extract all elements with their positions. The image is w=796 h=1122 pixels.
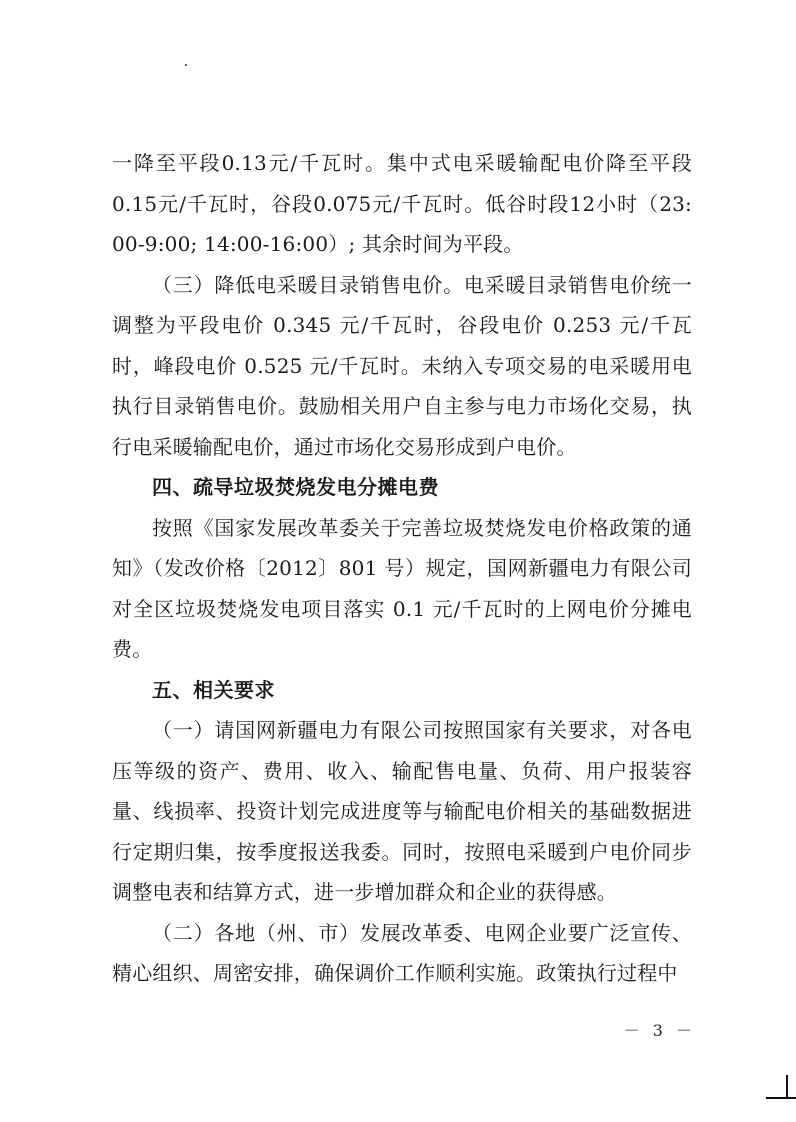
paragraph-requirement-1: （一）请国网新疆电力有限公司按照国家有关要求，对各电压等级的资产、费用、收入、输配售电量、负荷、用户报装容量、线损率、投资计划完成进度等与输配电价相关的基础数据进行定期归集，按季度报送我委。同时，按照电采暖到户电价同步调整电表和结算方式，进一步增加群众和企业的获得感。 [112,718,692,904]
edge-mark-vertical [786,1075,788,1099]
edge-mark-horizontal [766,1097,796,1099]
section-heading-4: 四、疏导垃圾焚烧发电分摊电费 [152,475,439,499]
section-heading-5: 五、相关要求 [152,677,275,702]
document-body [112,143,692,994]
paragraph-waste-incineration: 按照《国家发展改革委关于完善垃圾焚烧发电价格政策的通知》（发改价格〔2012〕801 号）规定，国网新疆电力有限公司对全区垃圾焚烧发电项目落实 0.1 元/千瓦时的上网电价分摊电费。 [112,515,692,661]
paragraph-continuation: 一降至平段0.13元/千瓦时。集中式电采暖输配电价降至平段0.15元/千瓦时，谷段0.075元/千瓦时。低谷时段12小时（23: 00-9:00; 14:00-16:00）; 其余时间为平段。 [112,151,692,256]
paragraph-electric-heating-price: （三）降低电采暖目录销售电价。电采暖目录销售电价统一调整为平段电价 0.345 元/千瓦时，谷段电价 0.253 元/千瓦时，峰段电价 0.525 元/千瓦时。未纳入专项交易的电采暖用电执行目录销售电价。鼓励相关用户自主参与电力市场化交易，执行电采暖输配电价，通过市场化交易形成到户电价。 [112,272,692,459]
scan-dot [185,64,187,66]
page-number: － 3 － [623,1021,696,1040]
paragraph-requirement-2: （二）各地（州、市）发展改革委、电网企业要广泛宣传、精心组织、周密安排，确保调价工作顺利实施。政策执行过程中 [112,920,692,985]
